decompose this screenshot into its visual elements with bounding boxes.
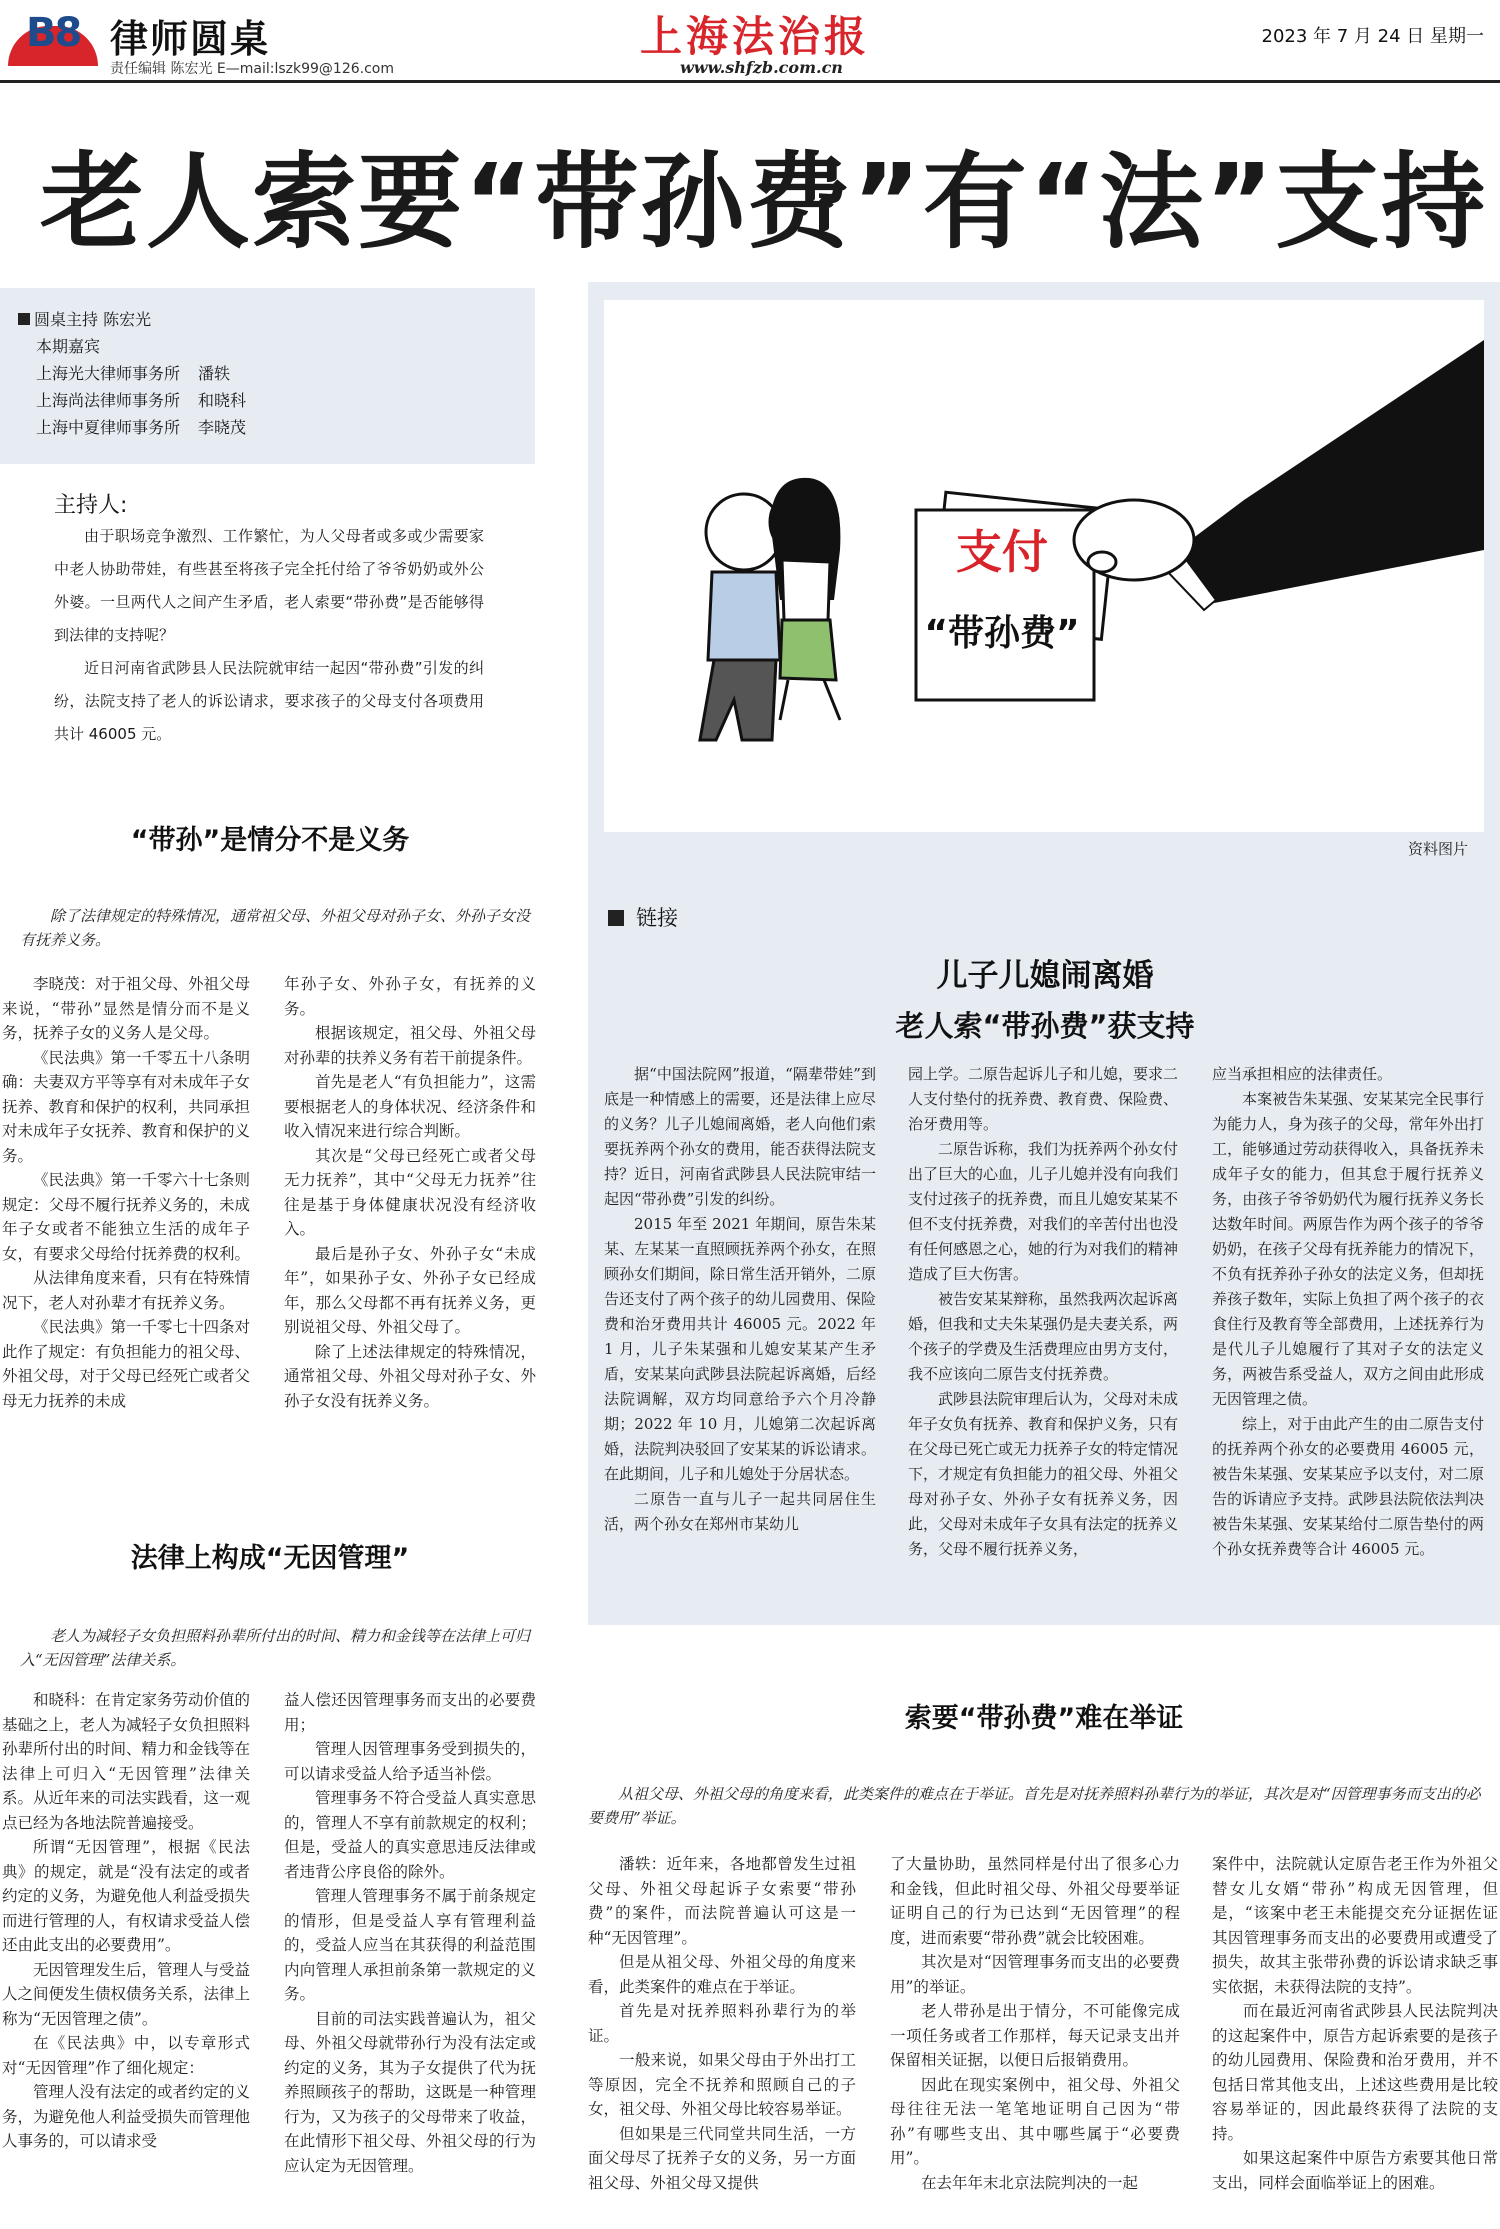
body-paragraph: 武陟县法院审理后认为，父母对未成年子女负有抚养、教育和保护义务，只有在父母已死亡或无力抚养子女的特定情况下，才规定有负担能力的祖父母、外祖父母对孙子女、外孙子女有抚养义务，因此，父母对未成年子女具有法定的抚养义务，父母不履行抚养义务， <box>908 1390 1178 1558</box>
body-paragraph: 而在最近河南省武陟县人民法院判决的这起案件中，原告方起诉索要的是孩子的幼儿园费用、保险费和治牙费用，并不包括日常其他支出，上述这些费用是比较容易举证的，因此最终获得了法院的支持。 <box>1212 2002 1498 2143</box>
body-paragraph: 《民法典》第一千零七十四条对此作了规定：有负担能力的祖父母、外祖父母，对于父母已经死亡或者父母无力抚养的未成 <box>2 1318 250 1410</box>
host-label: 主持人: <box>54 493 128 518</box>
guest-name: 和晓科 <box>198 391 247 410</box>
text-column <box>604 1062 876 1597</box>
sidebar-subtitle: 老人索“带孙费”获支持 <box>895 1009 1195 1043</box>
section-lead: 从祖父母、外祖父母的角度来看，此类案件的难点在于举证。首先是对抚养照料孙辈行为的举证，其次是对“因管理事务而支出的必要费用”举证。 <box>588 1785 1481 1827</box>
guest-row <box>18 414 535 441</box>
website-url: www.shfzb.com.cn <box>680 58 843 77</box>
paper-text-fee: “带孙费” <box>924 613 1080 654</box>
text-column <box>284 972 536 1458</box>
body-paragraph: 但是从祖父母、外祖父母的角度来看，此类案件的难点在于举证。 <box>588 1953 856 1996</box>
body-paragraph: 管理事务不符合受益人真实意思的，管理人不享有前款规定的权利；但是，受益人的真实意思违反法律或者违背公序良俗的除外。 <box>284 1789 536 1881</box>
body-paragraph: 园上学。二原告起诉儿子和儿媳，要求二人支付垫付的抚养费、教育费、保险费、治牙费用等。 <box>908 1065 1178 1133</box>
body-paragraph: 潘轶：近年来，各地都曾发生过祖父母、外祖父母起诉子女索要“带孙费”的案件，而法院普遍认可这是一种“无因管理”。 <box>588 1855 856 1947</box>
body-paragraph: 据“中国法院网”报道，“隔辈带娃”到底是一种情感上的需要，还是法律上应尽的义务？儿子儿媳闹离婚，老人向他们索要抚养两个孙女的费用，能否获得法院支持？近日，河南省武陟县人民法院审结一起因“带孙费”引发的纠纷。 <box>604 1065 876 1208</box>
guest-firm: 上海光大律师事务所 <box>36 364 181 383</box>
link-label <box>608 902 678 932</box>
section-lead: 除了法律规定的特殊情况，通常祖父母、外祖父母对孙子女、外孙子女没有抚养义务。 <box>20 907 531 949</box>
body-paragraph: 被告安某某辩称，虽然我两次起诉离婚，但我和丈夫朱某强仍是夫妻关系，两个孩子的学费及生活费理应由男方支付，我不应该向二原告支付抚养费。 <box>908 1290 1178 1383</box>
woman-top <box>782 560 830 620</box>
body-paragraph: 管理人没有法定的或者约定的义务，为避免他人利益受损失而管理他人事务的，可以请求受 <box>2 2083 250 2150</box>
body-paragraph: 所谓“无因管理”，根据《民法典》的规定，就是“没有法定的或者约定的义务，为避免他人利益受损失而进行管理的人，有权请求受益人偿还由此支出的必要费用”。 <box>2 1838 250 1954</box>
body-paragraph: 《民法典》第一千零五十八条明确：夫妻双方平等享有对未成年子女抚养、教育和保护的权利，共同承担对未成年子女抚养、教育和保护的义务。 <box>2 1048 250 1165</box>
bullet-square-icon <box>18 313 30 325</box>
body-paragraph: 在《民法典》中，以专章形式对“无因管理”作了细化规定： <box>2 2034 250 2077</box>
text-column <box>890 1852 1180 2229</box>
section-heading: “带孙”是情分不是义务 <box>130 825 410 856</box>
body-paragraph: 首先是对抚养照料孙辈行为的举证。 <box>588 2002 856 2045</box>
image-caption: 资料图片 <box>1408 840 1469 858</box>
finger-shape <box>1088 552 1116 572</box>
text-column <box>588 1852 856 2229</box>
body-paragraph: 根据该规定，祖父母、外祖父母对孙辈的扶养义务有若干前提条件。 <box>284 1024 536 1067</box>
cartoon-drawing <box>604 300 1484 832</box>
body-paragraph: 在去年年末北京法院判决的一起 <box>921 2173 1139 2192</box>
man-trousers <box>700 660 776 740</box>
newspaper-masthead-logo: 上海法治报 <box>640 12 871 61</box>
guest-name: 潘轶 <box>198 364 231 383</box>
header-divider <box>0 80 1500 83</box>
body-paragraph: 其次是对“因管理事务而支出的必要费用”的举证。 <box>890 1953 1180 1996</box>
body-paragraph: 本案被告朱某强、安某某完全民事行为能力人，身为孩子的父母，常年外出打工，能够通过劳动获得收入，具备抚养未成年子女的能力，但其怠于履行抚养义务，由孩子爷爷奶奶代为履行抚养义务长达数年时间。两原告作为两个孩子的爷爷奶奶，在孩子父母有抚养能力的情况下，不负有抚养孙子孙女的法定义务，但却抚养孩子数年，实际上负担了两个孩子的衣食住行及教育等全部费用，上述抚养行为是代儿子儿媳履行了其对子女的法定义务，两被告系受益人，双方之间由此形成无因管理之债。 <box>1212 1090 1484 1408</box>
text-column <box>2 972 250 1458</box>
sleeve-shape <box>1164 340 1484 605</box>
sidebar-title: 儿子儿媳闹离婚 <box>936 958 1154 994</box>
cartoon-illustration <box>604 300 1484 832</box>
guest-row <box>18 360 535 387</box>
body-paragraph: 益人偿还因管理事务而支出的必要费用； <box>284 1691 536 1734</box>
text-column <box>284 1688 536 2229</box>
body-paragraph: 无因管理发生后，管理人与受益人之间便发生债权债务关系，法律上称为“无因管理之债”。 <box>2 1960 250 2028</box>
body-paragraph: 老人带孙是出于情分，不可能像完成一项任务或者工作那样，每天记录支出并保留相关证据，以便日后报销费用。 <box>890 2002 1180 2069</box>
body-paragraph: 一般来说，如果父母由于外出打工等原因，完全不抚养和照顾自己的子女，祖父母、外祖父母比较容易举证。 <box>588 2051 856 2118</box>
body-paragraph: 了大量协助，虽然同样是付出了很多心力和金钱，但此时祖父母、外祖父母要举证证明自己的行为已达到“无因管理”的程度，进而索要“带孙费”就会比较困难。 <box>890 1855 1180 1947</box>
body-paragraph: 二原告诉称，我们为抚养两个孙女付出了巨大的心血，儿子儿媳并没有向我们支付过孩子的抚养费，而且儿媳安某某不但不支付抚养费，对我们的辛苦付出也没有任何感恩之心，她的行为对我们的精神造成了巨大伤害。 <box>908 1140 1178 1283</box>
section-heading: 索要“带孙费”难在举证 <box>904 1703 1184 1734</box>
body-paragraph: 目前的司法实践普遍认为，祖父母、外祖父母就带孙行为没有法定或约定的义务，其为子女提供了代为抚养照顾孩子的帮助，这既是一种管理行为，又为孩子的父母带来了收益，在此情形下祖父母、外祖父母的行为应认定为无因管理。 <box>284 2009 536 2175</box>
woman-legs <box>780 680 840 720</box>
main-headline: 老人索要“带孙费”有“法”支持 <box>40 141 1488 263</box>
body-paragraph: 《民法典》第一千零六十七条则规定：父母不履行抚养义务的，未成年子女或者不能独立生活的成年子女，有要求父母给付抚养费的权利。 <box>2 1171 250 1263</box>
body-paragraph: 最后是孙子女、外孙子女“未成年”，如果孙子女、外孙子女已经成年，那么父母都不再有抚养义务，更别说祖父母、外祖父母了。 <box>284 1244 536 1336</box>
body-paragraph: 李晓茂：对于祖父母、外祖父母来说，“带孙”显然是情分而不是义务，抚养子女的义务人是父母。 <box>2 975 250 1042</box>
guest-name: 李晓茂 <box>198 418 247 437</box>
bullet-square-icon <box>608 910 624 926</box>
man-shirt <box>708 572 780 660</box>
guest-firm: 上海中夏律师事务所 <box>36 418 181 437</box>
body-paragraph: 综上，对于由此产生的由二原告支付的抚养两个孙女的必要费用 46005 元，被告朱某强、安某某应予以支付，对二原告的诉请应予支持。武陟县法院依法判决被告朱某强、安某某给付二原告垫付的两个孙女抚养费等合计 46005 元。 <box>1212 1415 1484 1558</box>
body-paragraph: 如果这起案件中原告方索要其他日常支出，同样会面临举证上的困难。 <box>1212 2149 1498 2192</box>
page-number-badge <box>8 8 98 58</box>
text-column <box>2 1688 250 2229</box>
body-paragraph: 除了上述法律规定的特殊情况，通常祖父母、外祖父母对孙子女、外孙子女没有抚养义务。 <box>284 1342 536 1410</box>
body-paragraph: 首先是老人“有负担能力”，这需要根据老人的身体状况、经济条件和收入情况来进行综合判断。 <box>284 1073 536 1140</box>
body-paragraph: 二原告一直与儿子一起共同居住生活，两个孙女在郑州市某幼儿 <box>604 1490 876 1533</box>
body-paragraph: 从法律角度来看，只有在特殊情况下，老人对孙辈才有抚养义务。 <box>2 1269 250 1312</box>
body-paragraph: 管理人管理事务不属于前条规定的情形，但是受益人享有管理利益的，受益人应当在其获得的利益范围内向管理人承担前条第一款规定的义务。 <box>284 1887 536 2003</box>
editor-line: 责任编辑 陈宏光 E—mail:lszk99@126.com <box>110 61 394 77</box>
page-number: B8 <box>26 10 81 56</box>
intro-paragraph: 由于职场竞争激烈、工作繁忙，为人父母者或多或少需要家中老人协助带娃，有些甚至将孩子完全托付给了爷爷奶奶或外公外婆。一旦两代人之间产生矛盾，老人索要“带孙费”是否能够得到法律的支持呢？ <box>54 527 484 644</box>
guest-row <box>18 387 535 414</box>
body-paragraph: 案件中，法院就认定原告老王作为外祖父替女儿女婿“带孙”构成无因管理，但是，“该案中老王未能提交充分证据佐证其因管理事务而支出的必要费用或遭受了损失，故其主张带孙费的诉讼请求缺乏事实依据，未获得法院的支持”。 <box>1212 1855 1498 1996</box>
link-label-text: 链接 <box>636 906 678 930</box>
body-paragraph: 因此在现实案例中，祖父母、外祖父母往往无法一笔笔地证明自己因为“带孙”有哪些支出、其中哪些属于“必要费用”。 <box>890 2075 1180 2167</box>
paper-text-pay: 支付 <box>956 525 1048 579</box>
section-title: 律师圆桌 <box>110 17 271 61</box>
host-line: 圆桌主持 陈宏光 <box>34 310 152 329</box>
section-lead: 老人为减轻子女负担照料孙辈所付出的时间、精力和金钱等在法律上可归入“无因管理”法律关系。 <box>20 1627 531 1669</box>
body-paragraph: 管理人因管理事务受到损失的，可以请求受益人给予适当补偿。 <box>284 1740 536 1783</box>
body-paragraph: 2015 年至 2021 年期间，原告朱某某、左某某一直照顾抚养两个孙女，在照顾孙女们期间，除日常生活开销外，二原告还支付了两个孩子的幼儿园费用、保险费和治牙费用共计 46005 元。2022 年 1 月，儿子朱某强和儿媳安某某产生矛盾，安某某向武陟县法院起诉离婚，后经法院调解，双方均同意给予六个月冷静期；2022 年 10 月，儿媳第二次起诉离婚，法院判决驳回了安某某的诉讼请求。在此期间，儿子和儿媳处于分居状态。 <box>604 1215 876 1483</box>
host-box <box>0 288 535 464</box>
woman-skirt <box>780 620 836 680</box>
intro-paragraph: 近日河南省武陟县人民法院就审结一起因“带孙费”引发的纠纷，法院支持了老人的诉讼请求，要求孩子的父母支付各项费用共计 46005 元。 <box>54 659 484 743</box>
body-paragraph: 但如果是三代同堂共同生活，一方面父母尽了抚养子女的义务，另一方面祖父母、外祖父母又提供 <box>588 2124 856 2192</box>
page-header <box>0 0 1500 80</box>
text-column <box>908 1062 1178 1597</box>
section-heading: 法律上构成“无因管理” <box>130 1543 410 1574</box>
body-paragraph: 和晓科：在肯定家务劳动价值的基础之上，老人为减轻子女负担照料孙辈所付出的时间、精力和金钱等在法律上可归入“无因管理”法律关系。从近年来的司法实践看，这一观点已经为各地法院普遍接受。 <box>2 1691 250 1832</box>
body-paragraph: 应当承担相应的法律责任。 <box>1212 1065 1393 1083</box>
body-paragraph: 年孙子女、外孙子女，有抚养的义务。 <box>284 975 536 1018</box>
text-column <box>1212 1852 1498 2229</box>
dateline: 2023 年 7 月 24 日 星期一 <box>1261 26 1484 47</box>
guests-label: 本期嘉宾 <box>36 337 101 356</box>
text-column <box>1212 1062 1484 1597</box>
guest-firm: 上海尚法律师事务所 <box>36 391 181 410</box>
body-paragraph: 其次是“父母已经死亡或者父母无力抚养”，其中“父母无力抚养”往往是基于身体健康状况没有经济收入。 <box>284 1146 536 1238</box>
